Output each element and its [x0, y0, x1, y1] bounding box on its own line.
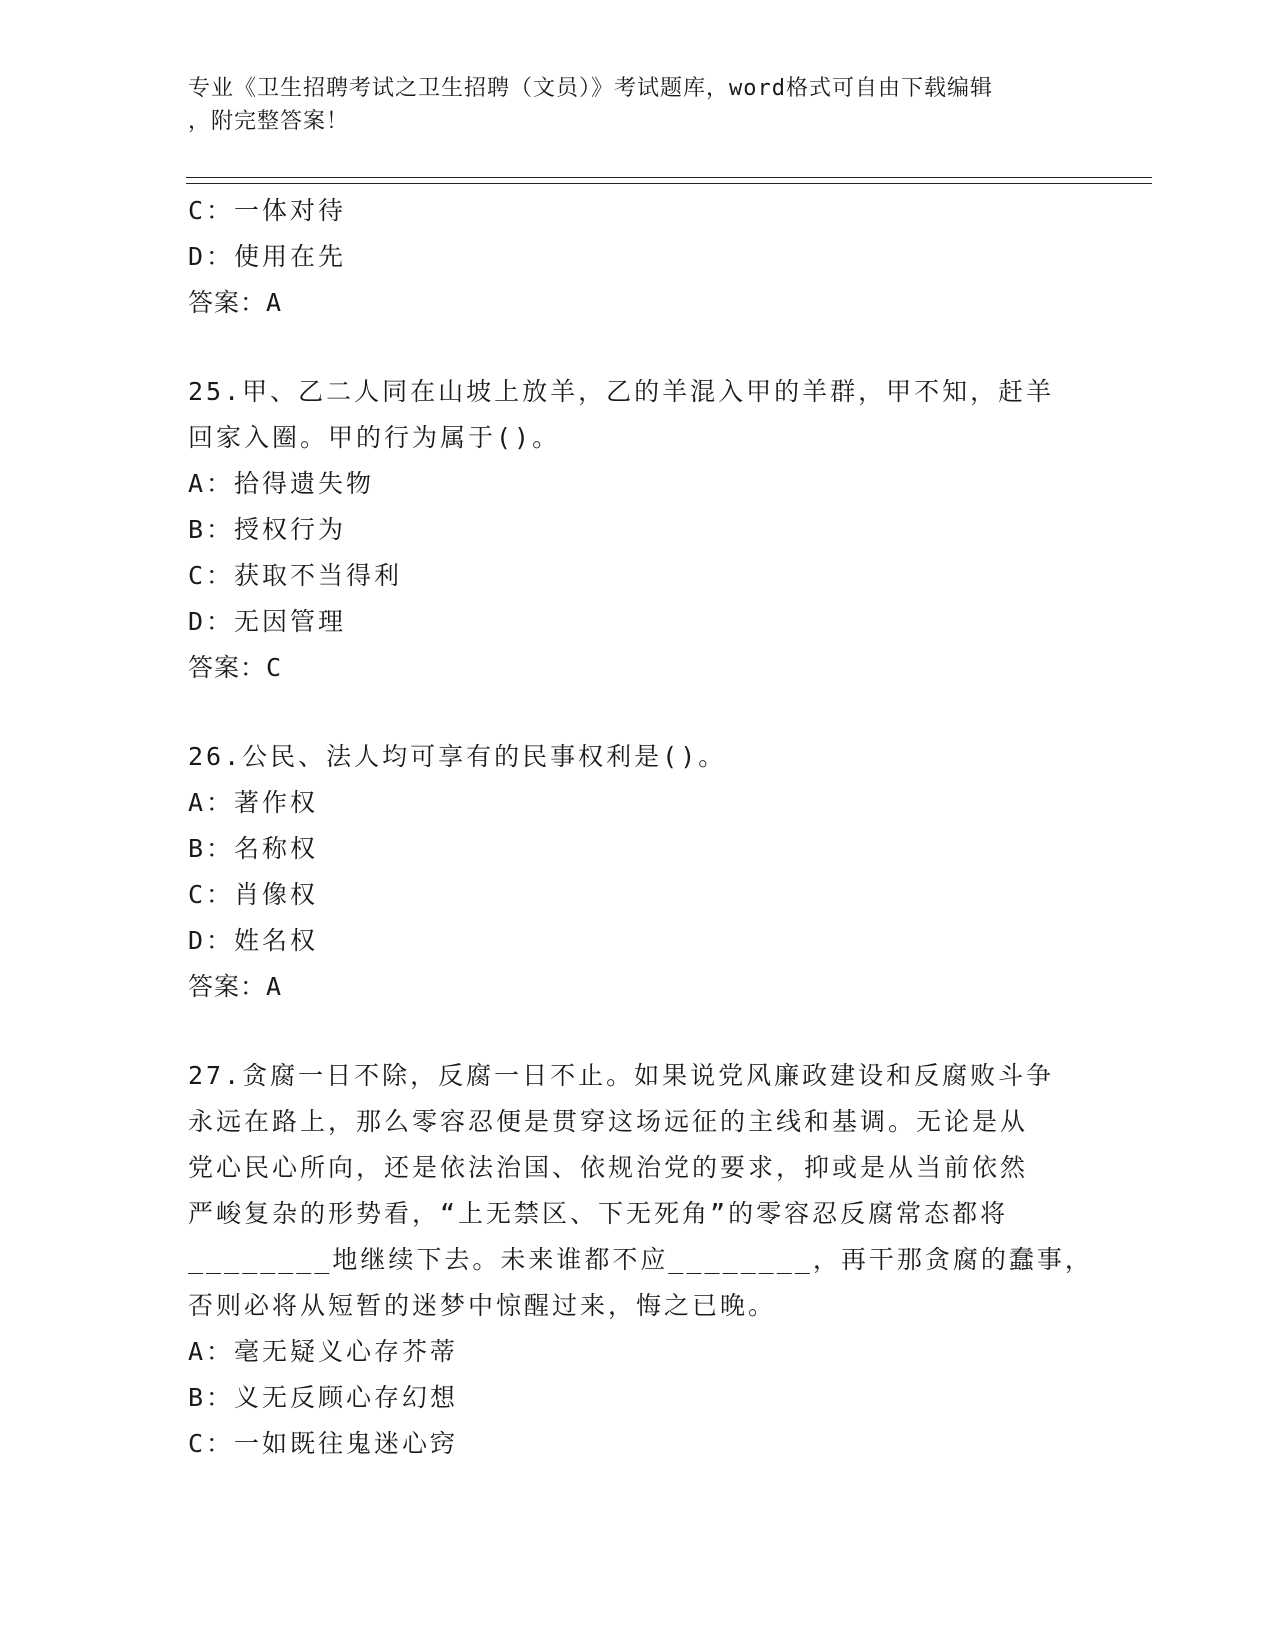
option-c: C：肖像权: [188, 880, 319, 909]
question-stem-line: ________地继续下去。未来谁都不应________，再干那贪腐的蠢事，: [188, 1245, 1093, 1274]
header-rule-top: [186, 177, 1152, 178]
answer-label: 答案：: [188, 288, 267, 317]
option-a: A：拾得遗失物: [188, 469, 375, 498]
option-b: B：授权行为: [188, 515, 347, 544]
question-stem-line: 26.公民、法人均可享有的民事权利是()。: [188, 742, 727, 771]
question-stem-line: 严峻复杂的形势看，“上无禁区、下无死角”的零容忍反腐常态都将: [188, 1199, 1009, 1228]
prev-question: [188, 188, 1088, 326]
option-a: A：毫无疑义心存芥蒂: [188, 1337, 459, 1366]
question-stem-line: 27.贪腐一日不除，反腐一日不止。如果说党风廉政建设和反腐败斗争: [188, 1061, 1055, 1090]
header-line-2: ，附完整答案！: [188, 109, 350, 134]
option-b: B：义无反顾心存幻想: [188, 1383, 459, 1412]
question-stem-line: 否则必将从短暂的迷梦中惊醒过来，悔之已晚。: [188, 1291, 777, 1320]
option-a: A：著作权: [188, 788, 319, 817]
answer-label: 答案：: [188, 653, 267, 682]
option-c: C：一如既往鬼迷心窍: [188, 1429, 459, 1458]
question-stem-line: 永远在路上，那么零容忍便是贯穿这场远征的主线和基调。无论是从: [188, 1107, 1029, 1136]
answer-value: A: [266, 288, 283, 317]
question-stem-line: 回家入圈。甲的行为属于()。: [188, 423, 561, 452]
question-26: [188, 734, 1088, 1010]
question-25: [188, 369, 1088, 691]
header-line-1: 专业《卫生招聘考试之卫生招聘（文员）》考试题库，word格式可自由下载编辑: [188, 76, 993, 101]
question-27: [188, 1053, 1093, 1467]
option-c: C：一体对待: [188, 196, 347, 225]
header-rule-bottom: [186, 183, 1152, 184]
option-d: D：无因管理: [188, 607, 347, 636]
question-list: [188, 188, 1093, 1467]
option-c: C：获取不当得利: [188, 561, 403, 590]
answer-value: A: [266, 972, 283, 1001]
answer-line: [188, 280, 1088, 326]
question-stem-line: 25.甲、乙二人同在山坡上放羊，乙的羊混入甲的羊群，甲不知，赶羊: [188, 377, 1055, 406]
answer-line: [188, 964, 1088, 1010]
option-b: B：名称权: [188, 834, 319, 863]
question-stem-line: 党心民心所向，还是依法治国、依规治党的要求，抑或是从当前依然: [188, 1153, 1029, 1182]
answer-label: 答案：: [188, 972, 267, 1001]
answer-line: [188, 645, 1088, 691]
option-d: D：姓名权: [188, 926, 319, 955]
answer-value: C: [266, 653, 283, 682]
option-d: D：使用在先: [188, 242, 347, 271]
document-header: [188, 72, 1068, 138]
